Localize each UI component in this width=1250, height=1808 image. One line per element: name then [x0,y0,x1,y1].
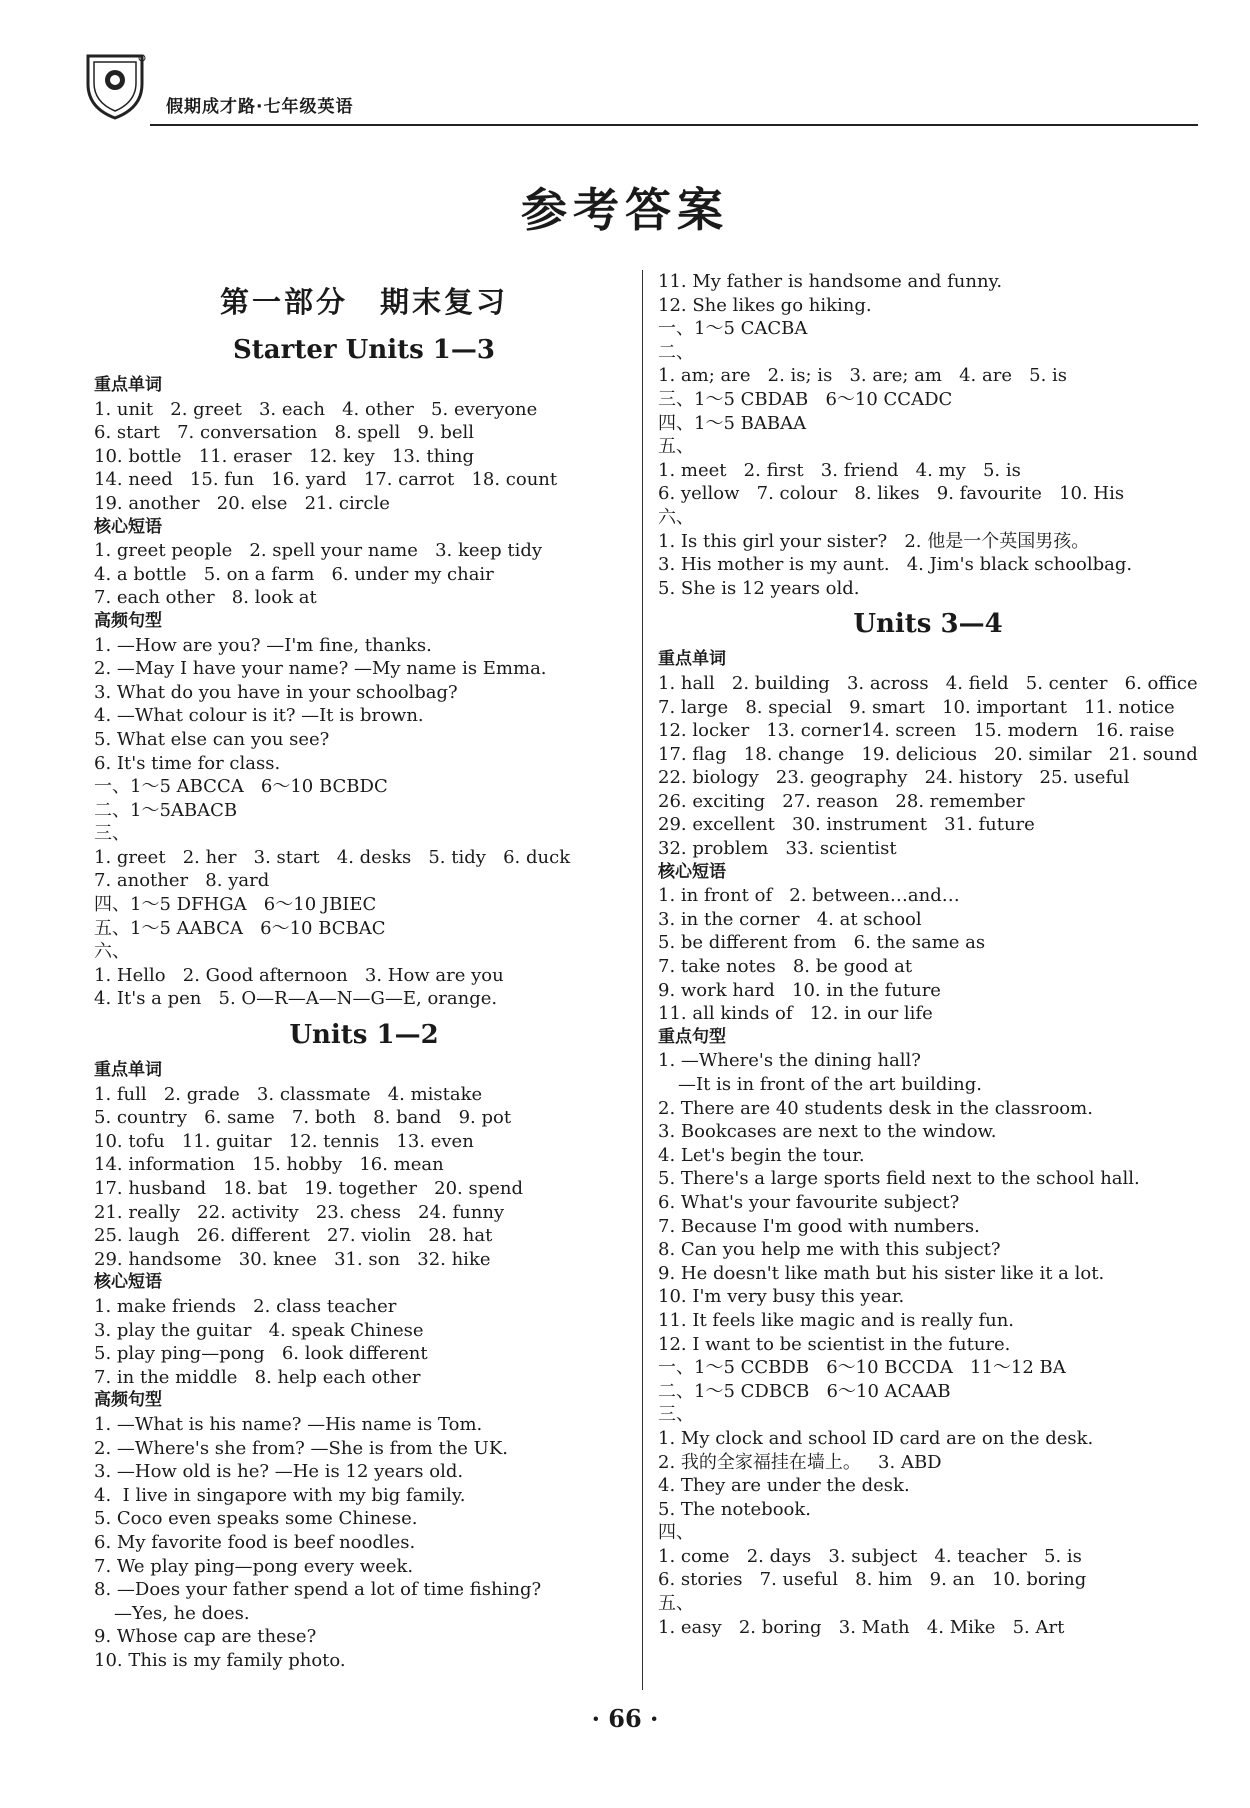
answer-line: 7. another 8. yard [94,870,270,892]
answer-line: 7. each other 8. look at [94,587,317,609]
answer-line: 14. information 15. hobby 16. mean [94,1154,444,1176]
unit-title: Units 3—4 [853,609,1003,640]
section-heading: 重点单词 [94,1060,162,1081]
answer-line: 四、1～5 DFHGA 6～10 JBIEC [94,894,377,916]
answer-line: 二、 [658,341,694,363]
answer-line: 7. in the middle 8. help each other [94,1366,421,1388]
answer-line: 三、 [658,1404,694,1426]
unit-title: Units 1—2 [289,1020,439,1051]
answer-line: 1. greet people 2. spell your name 3. keep tidy [94,540,543,562]
answer-line: 1. full 2. grade 3. classmate 4. mistake [94,1083,483,1105]
answer-line: 1. greet 2. her 3. start 4. desks 5. tidy 6. duck [94,846,571,868]
answer-line: 7. large 8. special 9. smart 10. important 11. notice [658,696,1175,718]
answer-line: 5. She is 12 years old. [658,577,860,599]
answer-line: 17. husband 18. bat 19. together 20. spend [94,1178,524,1199]
answer-line: 五、 [658,436,694,458]
answer-line: 1. easy 2. boring 3. Math 4. Mike 5. Art [658,1616,1065,1638]
answer-line: 3. in the corner 4. at school [658,908,922,930]
right-column [658,270,1198,1639]
answer-line: 4. It's a pen 5. O—R—A—N—G—E, orange. [94,988,498,1010]
answer-line: 6. stories 7. useful 8. him 9. an 10. boring [658,1569,1087,1591]
answer-line: 5. What else can you see? [94,728,330,750]
answer-line: 三、1～5 CBDAB 6～10 CCADC [658,388,953,410]
answer-line: 10. bottle 11. eraser 12. key 13. thing [94,445,475,467]
answer-line: 9. Whose cap are these? [94,1626,317,1648]
answer-line: 一、1～5 CACBA [658,318,808,340]
answer-line: 11. My father is handsome and funny. [658,271,1003,292]
answer-line: 六、 [94,941,130,963]
answer-line: 二、1～5ABACB [94,799,238,821]
section-heading: 核心短语 [94,516,162,537]
answer-line: 12. locker 13. corner14. screen 15. modern 16. raise [658,720,1175,742]
answer-line: 2. There are 40 students desk in the classroom. [658,1097,1093,1119]
unit-title: Starter Units 1—3 [233,335,495,365]
answer-line: 10. tofu 11. guitar 12. tennis 13. even [94,1130,474,1152]
answer-line: 5. Coco even speaks some Chinese. [94,1508,418,1530]
answer-line: 1. in front of 2. between…and… [658,885,960,907]
header-rule [150,124,1198,126]
page-title: 参考答案 [521,183,729,237]
section-heading: 重点单词 [658,649,726,670]
left-column [94,270,634,1672]
answer-line: 五、 [658,1593,694,1615]
answer-line: 6. My favorite food is beef noodles. [94,1531,416,1553]
answer-line: 12. She likes go hiking. [658,294,872,316]
answer-line: 8. Can you help me with this subject? [658,1239,1001,1261]
answer-line: 29. excellent 30. instrument 31. future [658,814,1035,836]
section-heading: 核心短语 [94,1272,162,1293]
answer-line: 5. There's a large sports field next to the school hall. [658,1168,1140,1190]
answer-line: 3. —How old is he? —He is 12 years old. [94,1461,464,1483]
answer-line: 2. 我的全家福挂在墙上。 3. ABD [658,1451,942,1473]
page-number: · 66 · [591,1704,659,1733]
column-divider [642,270,643,1690]
answer-line: 一、1～5 CCBDB 6～10 BCCDA 11～12 BA [658,1357,1066,1379]
answer-line: 1. make friends 2. class teacher [94,1295,397,1317]
answer-line: 4. They are under the desk. [658,1475,910,1497]
answer-line: 1. —What is his name? —His name is Tom. [94,1413,483,1435]
answer-line: 3. Bookcases are next to the window. [658,1121,997,1143]
answer-line: 1. am; are 2. is; is 3. are; am 4. are 5. is [658,365,1068,387]
answer-line: 4. —What colour is it? —It is brown. [94,705,424,727]
answer-line: 六、 [658,506,694,528]
answer-line: 6. It's time for class. [94,752,281,774]
part-title: 第一部分 期末复习 [219,285,508,319]
answer-line: 4. Let's begin the tour. [658,1144,865,1166]
answer-line: 26. exciting 27. reason 28. remember [658,790,1025,812]
answer-line: —It is in front of the art building. [678,1074,982,1095]
answer-line: 9. work hard 10. in the future [658,979,941,1001]
answer-line: 4. I live in singapore with my big family. [94,1484,466,1506]
answer-line: 7. We play ping—pong every week. [94,1555,414,1577]
answer-line: 3. What do you have in your schoolbag? [94,681,458,703]
answer-line: 10. This is my family photo. [94,1649,346,1671]
answer-line: 12. I want to be scientist in the future. [658,1333,1011,1355]
answer-line: 29. handsome 30. knee 31. son 32. hike [94,1248,491,1270]
answer-line: 四、1～5 BABAA [658,412,807,434]
section-heading: 重点单词 [94,375,162,395]
answer-line: 1. come 2. days 3. subject 4. teacher 5. is [658,1545,1082,1567]
answer-line: 1. —How are you? —I'm fine, thanks. [94,634,432,656]
answer-line: 1. My clock and school ID card are on the desk. [658,1427,1094,1449]
section-heading: 高频句型 [94,1390,162,1411]
answer-line: 7. take notes 8. be good at [658,956,913,978]
answer-line: 1. Hello 2. Good afternoon 3. How are you [94,964,504,986]
answer-line: 5. be different from 6. the same as [658,932,986,954]
answer-line: 9. He doesn't like math but his sister like it a lot. [658,1262,1105,1284]
answer-line: 3. His mother is my aunt. 4. Jim's black schoolbag. [658,554,1133,576]
answer-line: 一、1～5 ABCCA 6～10 BCBDC [94,776,388,798]
answer-line: 二、1～5 CDBCB 6～10 ACAAB [658,1380,951,1402]
answer-line: 1. hall 2. building 3. across 4. field 5. center 6. office [658,672,1198,694]
answer-line: 6. What's your favourite subject? [658,1191,960,1213]
answer-line: 7. Because I'm good with numbers. [658,1215,980,1237]
answer-line: 1. Is this girl your sister? 2. 他是一个英国男孩。 [658,530,1090,552]
answer-line: 2. —Where's she from? —She is from the UK. [94,1437,508,1459]
answer-line: 5. country 6. same 7. both 8. band 9. pot [94,1107,512,1129]
answer-line: 三、 [94,823,130,845]
section-heading: 重点句型 [658,1026,726,1047]
answer-line: 3. play the guitar 4. speak Chinese [94,1319,424,1341]
answer-line: 14. need 15. fun 16. yard 17. carrot 18. count [94,469,558,491]
answer-line: 五、1～5 AABCA 6～10 BCBAC [94,917,386,939]
publisher-logo [82,50,148,122]
answer-line: —Yes, he does. [114,1602,250,1624]
answer-line: 10. I'm very busy this year. [658,1286,905,1308]
answer-line: 17. flag 18. change 19. delicious 20. similar 21. sound [658,743,1198,765]
answer-line: 四、 [658,1522,694,1544]
header-title: 假期成才路·七年级英语 [166,97,354,117]
answer-line: 19. another 20. else 21. circle [94,492,390,514]
answer-line: 1. unit 2. greet 3. each 4. other 5. everyone [94,398,538,420]
answer-line: 1. —Where's the dining hall? [658,1050,921,1072]
answer-line: 11. all kinds of 12. in our life [658,1003,933,1025]
answer-line: 32. problem 33. scientist [658,838,897,860]
answer-line: 6. yellow 7. colour 8. likes 9. favourite 10. His [658,483,1125,505]
section-heading: 核心短语 [658,861,726,882]
answer-line: 6. start 7. conversation 8. spell 9. bell [94,422,475,444]
answer-line: 8. —Does your father spend a lot of time fishing? [94,1579,542,1601]
answer-line: 11. It feels like magic and is really fun. [658,1309,1015,1331]
answer-line: 5. The notebook. [658,1498,812,1520]
answer-line: 21. really 22. activity 23. chess 24. funny [94,1201,505,1223]
answer-line: 25. laugh 26. different 27. violin 28. hat [94,1225,493,1247]
answer-line: 4. a bottle 5. on a farm 6. under my chair [94,563,494,585]
answer-line: 5. play ping—pong 6. look different [94,1343,428,1365]
answer-line: 1. meet 2. first 3. friend 4. my 5. is [658,459,1021,481]
answer-line: 2. —May I have your name? —My name is Emma. [94,658,547,680]
section-heading: 高频句型 [94,610,162,631]
answer-line: 22. biology 23. geography 24. history 25. useful [658,767,1130,789]
